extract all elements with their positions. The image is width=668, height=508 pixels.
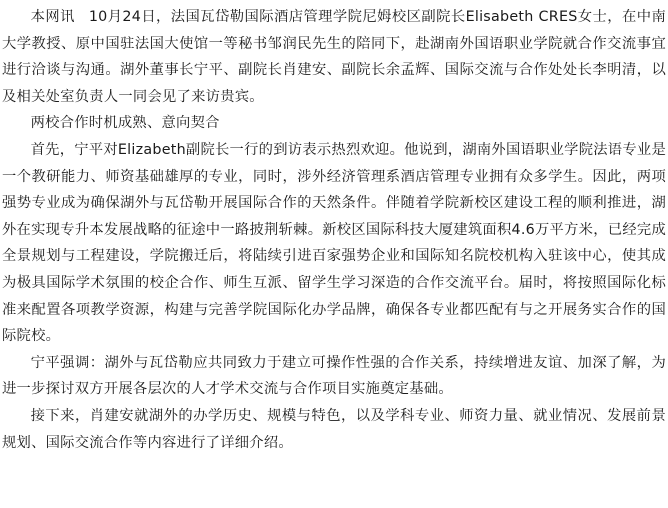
body-paragraph-3: 接下来，肖建安就湖外的办学历史、规模与特色，以及学科专业、师资力量、就业情况、发展前景规划、国际交流合作等内容进行了详细介绍。 <box>2 407 666 451</box>
section-subheading: 两校合作时机成熟、意向契合 <box>30 115 220 132</box>
body-paragraph-1: 首先，宁平对Elizabeth副院长一行的到访表示热烈欢迎。他说到，湖南外国语职业学院法语专业是一个教研能力、师资基础雄厚的专业，同时，涉外经济管理系酒店管理专业拥有众多学生。因此，两项强势专业成为确保湖外与瓦岱勒开展国际合作的天然条件。伴随着学院新校区建设工程的顺利推进，湖外在实现专升本发展战略的征途中一路披荆斩棘。新校区国际科技大厦建筑面积4.6万平方米，已经完成全景规划与工程建设，学院搬迁后，将陆续引进百家强势企业和国际知名院校机构入驻该中心，使其成为极具国际学术氛围的校企合作、师生互派、留学生学习深造的合作交流平台。届时，将按照国际化标准来配置各项教学资源，构建与完善学院国际化办学品牌，确保各专业都匹配有与之开展务实合作的国际院校。 <box>2 141 666 345</box>
body-paragraph-2: 宁平强调：湖外与瓦岱勒应共同致力于建立可操作性强的合作关系，持续增进友谊、加深了解，为进一步探讨双方开展各层次的人才学术交流与合作项目实施奠定基础。 <box>2 354 666 398</box>
lead-paragraph <box>2 4 666 110</box>
lead-text: 10月24日，法国瓦岱勒国际酒店管理学院尼姆校区副院长Elisabeth CRES女士，在中南大学教授、原中国驻法国大使馆一等秘书邹润民先生的陪同下，赴湖南外国语职业学院就合作交流事宜进行洽谈与沟通。湖外董事长宁平、副院长肖建安、副院长余孟辉、国际交流与合作处处长李明清，以及相关处室负责人一同会见了来访贵宾。 <box>2 9 666 105</box>
news-source: 本网讯 <box>30 9 75 25</box>
